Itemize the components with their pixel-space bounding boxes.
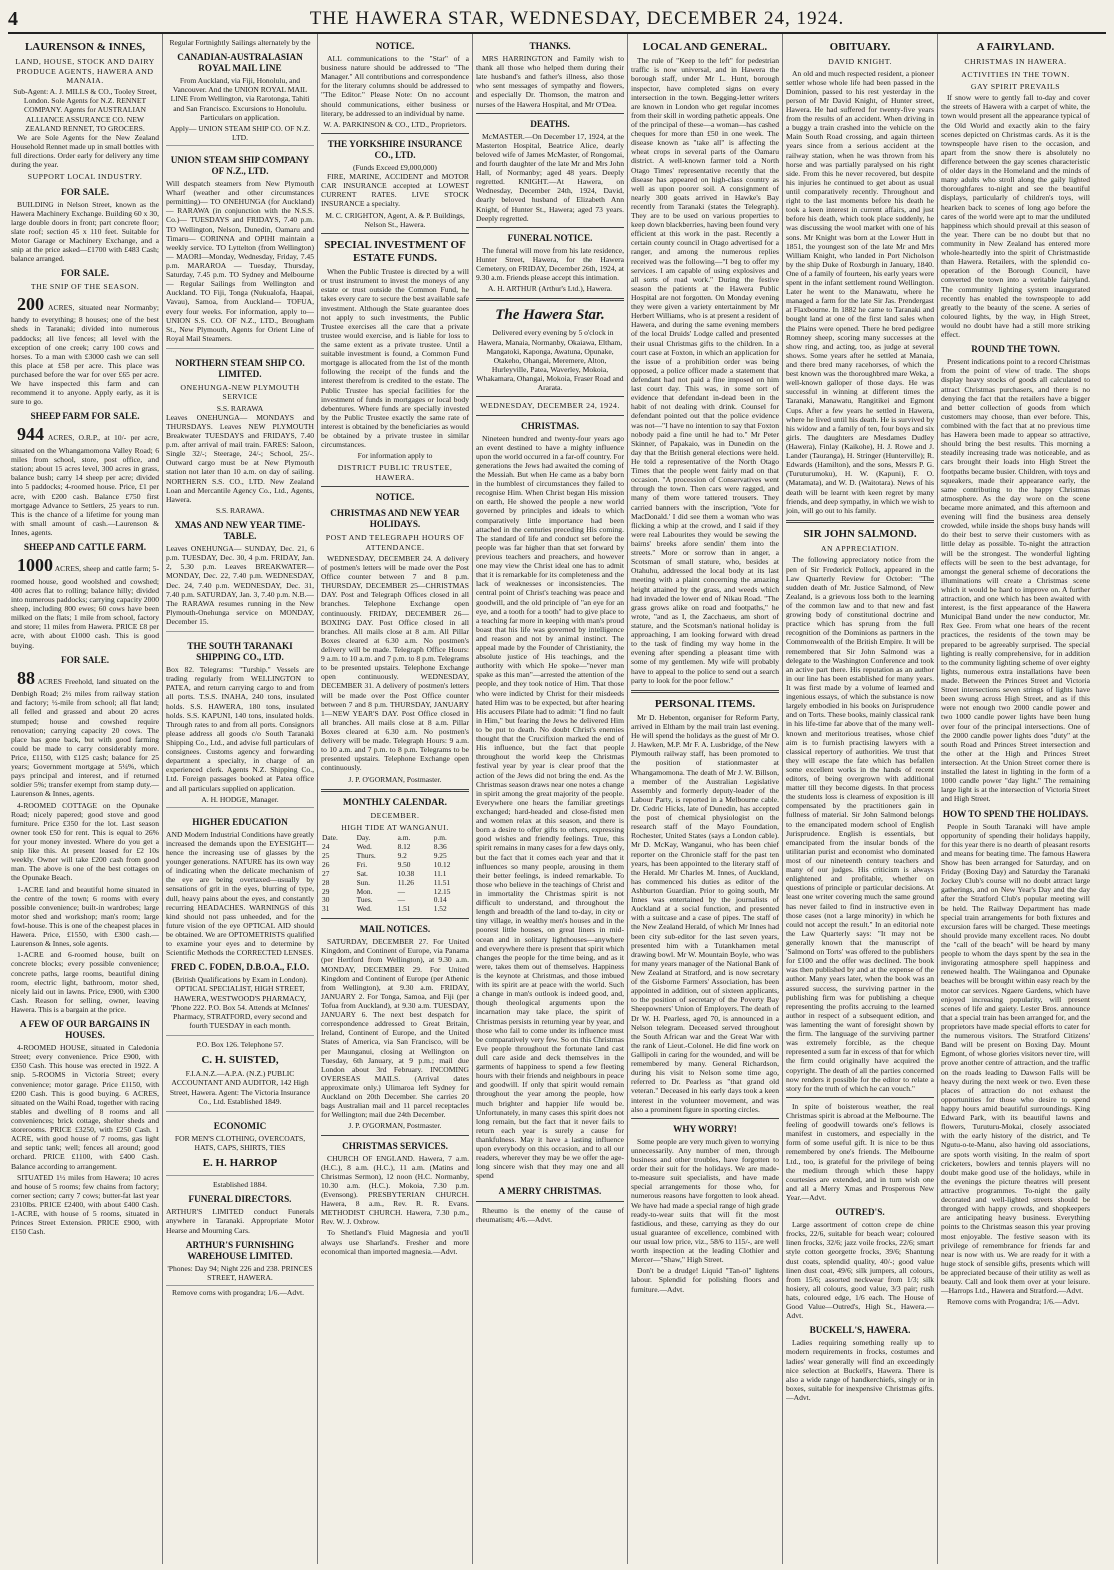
yorkshire-body: FIRE, MARINE, ACCIDENT and MOTOR CAR INSURANCE accepted at LOWEST CURRENT RATES. LIVE STOCK INSURANCE a specialty. [321, 172, 469, 209]
for-sale-heading: FOR SALE. [61, 186, 109, 197]
dateline: WEDNESDAY, DECEMBER 24, 1924. [480, 401, 620, 411]
mail-title: MAIL NOTICES. [359, 924, 431, 935]
thanks-body: MRS HARRINGTON and Family wish to thank all those who helped them during their late husband's and father's illness, also those who sent messages of sympathy and flowers, and especially Dr. Thomson, the matron and nurses of the Hawera Hospital, and Mr O'Dea. [476, 54, 624, 109]
christmas-editorial-body: Nineteen hundred and twenty-four years ago an event destined to have a mighty influence upon the world occurred in a far-off country. For generations the Jews had awaited the coming of the Messiah. But when He came as a baby born in the humblest of circumstances they failed to recognise Him. When Christ began His mission on earth, He showed the people a new world governed by principles and ideals to which comparatively little importance had been attached in the centuries preceding His coming. The standard of life and conduct set before the people was far higher than that set forward by previous teachers and preachers, and however one may view the Christ ideal one has to admit that it is remarkable for its completeness and the lack of weaknesses or inconsistencies. The central point of Christ's teaching was peace and goodwill, and the old principle of "an eye for an eye, and a tooth for a tooth" had to give place to a teaching far more in keeping with man's proud boast that his life was governed by intelligence and reason and not by animal instinct. The appeal made by the Founder of Christianity, the absolute justice of His teachings, and the authority with which He spoke—"never man spake as this man"—arrested the attention of the people, and they took notice of Him. That those who were indicted by Christ for their misdeeds hated Him was to be expected, but after hearing His accusers Pilate had to admit: "I find no fault in Him," but fearing the Jews he delivered Him to be put to death. No doubt Christ's enemies thought that the Crucifixion marked the end of His influence, but the fact that people throughout the world keep the Christmas festival year by year is clear proof that the action of the Jews did not bring the end. As the Christmas season draws near one notes a change in spirit among the great majority of the people. Everywhere one hears the familiar greetings exchanged; hard-headed and close-fisted men and women relax at this season, and there is born a desire to offer gifts to others, expressing good wishes and friendly feelings. True, this spirit remains in many cases for a few days only, but the fact that it comes each year and that it influences so many people, arousing in them their better feelings, is indeed remarkable. To those who believe in the teachings of Christ and in immortality the Christmas spirit is not difficult to understand, and throughout the length and breadth of the land to-day, in city or tiny village, in wealthy men's houses and in the poorest little houses, on great liners in mid-ocean and in solitary lighthouses—anywhere and everywhere there is present that spirit which changes the people for the time being, and as it were, takes them out of themselves. Happiness is the keynote at Christmas, and those imbued with its spirit are at peace with the world. Such a change in man's outlook is indeed good, and, though theological arguments upon the incarnation may take place, the spirit of Christmas persists in returning year by year, and those who fail to come under its influence must be comparatively very few. So on this Christmas Eve people throughout the fortunate land cast dull care aside and deck themselves in the garments of happiness to spend a few fleeting hours with their friends and neighbours in peace and goodwill. If only that spirit would remain throughout the year among the people, how much brighter and happier life would be. Unfortunately, in many cases this spirit does not long remain, but the fact that it never fails to return each year is surely a cause for thankfulness. May it have a lasting influence upon everybody on this occasion, and to all our readers, wherever they may be we offer the age-long sincere wish that they may one and all spend [476, 433, 624, 1181]
divider [786, 1097, 934, 1098]
funeral-notice-sign: A. H. ARTHUR (Arthur's Ltd.), Hawera. [487, 284, 613, 294]
funeral-notice-title: FUNERAL NOTICE. [507, 232, 593, 243]
tide-cell: 28 [322, 877, 330, 887]
harrop-body: FOR MEN'S CLOTHING, OVERCOATS, HATS, CAPS, SHIRTS, TIES [174, 1133, 306, 1152]
northern-sub: ONEHUNGA-NEW PLYMOUTH SERVICE [180, 383, 300, 402]
support-heading: SUPPORT LOCAL INDUSTRY. [27, 172, 143, 182]
northern-ship: S.S. RARAWA [216, 403, 264, 413]
holidays-body: People in South Taranaki will have ample opportunity of spending their holidays happily, for this year there is no dearth of pleasant resorts and means for beating time. The famous Hawera Show has been arranged for Saturday, and on Friday (Boxing Day) and Saturday the Taranaki Jockey Club's course will no doubt attract large gatherings, and on New Year's Day and the day after the Stratford Club's popular meeting will be held. The Railway Department has made special train arrangements for both fixtures and excursion fares will be charged. These meetings should provide many excellent races. No doubt the "call of the beach" will be heard by many people to whom the days spent by the sea in the invigorating atmosphere spell happiness and renewed health. The Waiinganoa and Opunake beaches will be brought within easy reach by the motor car services. Ngaere Gardens, which have enjoyed increasing popularity, will present scenes of life and gaiety. Lester Bros. announce that a special train has been arranged for, and the proprietors have made special efforts to cater for the numerous visitors. The Stratford Citizens' Band will be present on Boxing Day. Mount Egmont, of whose glories visitors never tire, will prove another centre of attraction, and the traffic on the roads leading to Dawson Falls will be heavy during the next week or two. Even these places of attraction do not exhaust the opportunities for those who desire to spend happy hours amid beautiful surroundings. King Edward Park, with its beautiful lawns and flowers, Turuturu-Mokai, closely associated with the early history of the district, and Te Ngutu-o-te-Manu, also having old associations, are spots worth visiting. In the realm of sport cricketers, bowlers and tennis players will no doubt make good use of the holidays, while in the evenings the picture theatres will present attractive programmes. To-night the gaily decorated and well-lighted streets should be thronged with happy crowds, and shopkeepers are anticipating heavy business. Everything points to the Christmas season this year proving most enjoyable. The festive season with its privilege of remembrance for friends far and near is now with us. We are ready for it with a huge stock of sensible gifts, presents which will be appreciated because of their utility as well as beauty. Call and look them over at your leisure.—Harrops Ltd., Hawera and Stratford.—Advt. [941, 821, 1090, 1296]
tide-cell: 10.12 [433, 859, 451, 869]
fairyland-sub-1: CHRISTMAS IN HAWERA. [964, 57, 1067, 67]
tide-cell: 29 [322, 886, 330, 896]
tide-cell: — [397, 886, 405, 896]
newspaper-title: THE HAWERA STAR, WEDNESDAY, DECEMBER 24, 1924. [309, 8, 845, 29]
canadian-line-ad [166, 36, 314, 146]
funeral-estab: Established 1884. [213, 1180, 267, 1190]
south-taranaki-title: THE SOUTH TARANAKI SHIPPING CO., LTD. [187, 641, 293, 663]
local-general-body: The rule of "Keep to the left" for pedestrian traffic is now universal, and in Hawera the borough staff, under Mr L. Hunt, borough inspector, have completed signs on every intersection in the town. Begging-letter writers are known in London who get regular incomes from their skill in wording pathetic appeals. One of the principal of these—a woman—has cashed cheques for more than £50 in one week. The disease known as "take all" is affecting the wheat crops in several parts of the Oamaru district. A well-known farmer told a North Otago Times' representative recently that the disease has appeared on high-class country as well as upon poorer soil. A consignment of nearly 300 goats arrived in Hawke's Bay recently from Taranaki (states the Telegraph). They are to be used on various properties to keep down blackberries, having been found very efficient at this work in the past. Recently a certain county council in Otago advertised for a ranger, and among the numerous replies received was the following—"I beg to offer my services. I am capable of using explosives and all sorts of road work." During the festive season the patients at the Hawera Public Hospital are not forgotten. On Monday evening they were given a variety entertainment by Mr Herbert Williams, who is at present a resident of Hawera, and during the same evening members of the local Druids' Lodge called and presented their usual Christmas gifts to the children. In a court case at Foxton, in which an application for the issue of a prohibition order was being opposed, a police officer made a statement that defendant had not paid a fine imposed on him last court day. This was, in some sort of evidence that defendant in-dead been in the habit of not dealing with drink. Counsel for defendant pointed out that the police evidence was not—"I have no intention to say that Foxton nobody paid a fine until he had to." Mr Peter Skinner, of Papakaio, was in Dunedin on the day that the British general elections were held. He told a representative of the North Otago Times that the people went fairly mad on that occasion. "A procession of Conservatives went through the town. Then cars were ragged, and many of them wore tattered trousers. They carried banners with the inscription, 'Vote for MacDonald.' I did see them a woman who was flicking a whip at the crowd, and I said if they were real Labourites they would be sewing the bairns' breeks afore sendin' them into the streets." More or sorrow than in anger, a Scotsman of small stature, who, besides at Otahuhu, addressed the local body at its last meeting with a plaint concerning the amazing height attained by the grass, and weeds which had invaded the lower end of Nikau Road. "The grass grows alike on road and footpaths," he wrote, "and as I, the Zacchaeus, am short of stature, and the Scotsman's national holiday is approaching, I am looking forward with dread to the task of finding my way home in the evening after spending a pleasant time with some of my gentlemen. My wife will probably have to appeal to the police to send out a search party to look for the poor fellow." [631, 56, 779, 685]
union-body: Will despatch steamers from New Plymouth Wharf (weather and other circumstances permitting)— TO ONEHUNGA (for Auckland)— RARAWA (in conjunction with the N.S.S. Co.)— TUESDAYS and FRIDAYS, 7.40 p.m. TO Wellington, Nelson, Dunedin, Oamaru and Timaru— CORINNA and OPIHI maintain a weekly service. TO Lyttelton (from Wellington)— MAORI—Monday, Wednesday, Friday, 7.45 p.m. MARAROA — Tuesday, Thursday, Saturday, 7.45 p.m. TO Sydney and Melbourne— Regular Sailings from Wellington and Auckland. TO Fiji, Tonga (Nukualofa, Haapai, Vavau), Samoa, from Auckland— TOFUA, every four weeks. For information, apply to— UNION S.S. CO. OF N.Z., LTD., Brougham St., New Plymouth, Agents for Orient Line of Royal Mail Steamers. [166, 179, 314, 343]
tide-header-cell: a.m. [397, 833, 411, 843]
notice-body: ALL communications to the "Star" of a business nature should be addressed to "The Manager." All contributions and correspondence for the literary columns should be addressed to "The Editor." Please Note: On no account should communications, either business or literary, be addressed to an individual by name. [321, 54, 469, 118]
harrop-top: ECONOMIC [213, 1120, 267, 1131]
ad1-name: CANADIAN-AUSTRALASIAN ROYAL MAIL LINE [177, 52, 303, 74]
tanol-advt: Don't be a drudge! Liquid "Tan-ol" lightens labour. Splendid for polishing floors and furniture.—Advt. [631, 1266, 779, 1294]
tide-cell: 8.36 [433, 842, 447, 852]
harrop-ad [166, 1114, 314, 1176]
divider [321, 133, 469, 134]
divider [476, 227, 624, 228]
tide-cell: 24 [322, 842, 330, 852]
for-sale-heading-2: FOR SALE. [61, 268, 109, 279]
post-sign: J. P. O'GORMAN, Postmaster. [348, 774, 442, 784]
union-steam-ad [166, 148, 314, 349]
tide-cell: 11.51 [433, 877, 451, 887]
firm-sub: LAND, HOUSE, STOCK AND DAIRY PRODUCE AGENTS, HAWERA AND MANAIA. [15, 57, 155, 85]
farm-200-para: ACRES, situated near Normanby; handy to everything; 8 houses; one of the best sheds in Taranaki; divided into numerous paddocks; all live fences; all level with the exception of one creek; carry 100 cows and horses. To a man with £3000 cash we can sell this place at £58 per acre. This place was purchased before the war for over £65 per acre. We have inspected this farm and can recommend it to anyone. Apply early, as it is sure to go. [11, 302, 160, 407]
northern-body: Leaves ONEHUNGA— MONDAYS and THURSDAYS. Leaves NEW PLYMOUTH Breakwater TUESDAYS and FRIDAYS, 7.40 p.m. after arrival of mail train. FARES: Saloon, Single 32/-; Steerage, 24/-; School, 25/-. Outward cargo must be at New Plymouth station not later than 10 a.m. on day of sailing. NORTHERN S.S. CO., LTD. New Zealand Loan and Mercantile Agency Co., Ltd., Agents, Hawera. [166, 412, 314, 504]
divider [631, 690, 779, 693]
divider [321, 789, 469, 792]
funeral-notice-body: The funeral will move from his late residence, Hunter Street, Hawera, for the Hawera Cemetery, on FRIDAY, December 26th, 1924, at 9.30 a.m. Friends please accept this intimation. [476, 245, 624, 283]
foden-body: (British Qualifications by Exam in London). OPTICAL SPECIALIST, HIGH STREET, HAWERA, WESTWOOD'S PHARMACY, 'Phone 222. P.O. Box 54. Attends at McInnes' Pharmacy, STRATFORD, every second and fourth TUESDAY in each month. [170, 975, 310, 1030]
tide-cell: 8.12 [397, 842, 411, 852]
tide-cell: Fri. [356, 859, 368, 869]
northern-title: NORTHERN STEAM SHIP CO. LIMITED. [175, 357, 305, 379]
ad1-body: From Auckland, via Fiji, Honolulu, and Vancouver. And the UNION ROYAL MAIL LINE From Wellington, via Rarotonga, Tahiti and San Francisco. Excursions to Honolulu. Particulars on application. [170, 76, 310, 122]
tide-cell: 26 [322, 859, 330, 869]
tide-cell: 9.2 [397, 851, 407, 861]
rheumo-advt: Rheumo is the enemy of the cause of rheumatism; 4/6.—Advt. [476, 1205, 624, 1224]
yorkshire-agent: M. C. CRIGHTON, Agent, A. & P. Buildings, Nelson St., Hawera. [325, 210, 465, 229]
farm-1000-number: 1000 [17, 555, 53, 576]
divider [476, 1201, 624, 1202]
corns-advt: Remove corns with progandra; 1/6.—Advt. [172, 1287, 305, 1297]
why-worry-body: Some people are very much given to worrying unnecessarily. Any number of men, through business and other troubles, have forgotten to order their suit for the holidays. We are made-to-measure suit specialists, and have made special arrangements for those who, for numerous reasons have forgotten to look ahead. We have had made a special range of high grade ready-to-wear suits that will fit the most fastidious, and these, carrying as they do our usual guarantee of excellence, combined with our usual low price, viz., 58/6 to 115/-, are well worth inspection at the leading Clothier and Mercer—"Shaw," High Street. [631, 1136, 779, 1265]
divider [476, 415, 624, 416]
suisted-top: P.O. Box 126. Telephone 57. [196, 1040, 284, 1050]
tide-cell: Wed. [356, 842, 372, 852]
special-investment-body: When the Public Trustee is directed by a will or trust instrument to invest the moneys of any estate or trust outside the Common Fund, he takes every care to secure the best available safe investment. Although the State guarantee does not apply to such investments, the Public Trustee exercises all the care that a private trustee would exercise, and is liable for loss to the same extent as a private trustee. Until a suitable investment is found, a Common Fund mortgage is allocated from the 1st of the month following the receipt of the funds and the interest therefrom is credited to the estate. The Public Trustee has special facilities for the investment of funds in mortgages or local body debentures. Where funds are specially invested by the Public Trustee exactly the same rate of interest is obtained by the beneficiaries as would be obtained by a private trustee in similar circumstances. [321, 267, 469, 450]
tide-header-cell: Day. [356, 833, 371, 843]
obituary-name: DAVID KNIGHT. [828, 57, 892, 67]
sheep-farm-heading: SHEEP FARM FOR SALE. [30, 411, 140, 422]
ad1-apply: Apply— UNION STEAM SHIP CO. OF N.Z. LTD. [169, 123, 311, 142]
church-body: CHURCH OF ENGLAND. Hawera, 7 a.m. (H.C.), 8 a.m. (H.C.), 11 a.m. (Matins and Christmas Sermon), 12 noon (H.C. Normanby, 10.30 a.m. (H.C.). Mokoia, 7.30 p.m. (Evensong). PRESBYTERIAN CHURCH. Hawera, 8 a.m., Rev. R. R. Evans. METHODIST CHURCH. Hawera, 7.30 p.m., Rev. W. J. Oxbrow. [321, 1153, 469, 1227]
obituary-body: An old and much respected resident, a pioneer settler whose whole life had been passed in the Dominion, passed to his rest yesterday in the person of Mr David Knight, of Hunter street, Hawera. He had suffered for twenty-five years from the results of an accident. When driving in a buggy a train crashed into the vehicle on the Main South Road crossing, and again thirteen years since from a serious accident at the railway station, when he was thrown from his horse and was partially paralysed on his right side. From this he never recovered, but despite his injuries he continued to get about as usual until comparatively recently. Throughout and right to the last moments before his death he took a keen interest in current affairs, and just before his death, which took place suddenly, he was discussing the wool market with one of his sons. Mr Knight was born at the Lower Hutt in 1851, the youngest son of the late Mr and Mrs William Knight, who landed in Port Nicholson by the ship Duke of Roxburgh in January, 1840. One of a family of fourteen, his early years were spent in the infant settlement round Wellington. Later he went to the Manawatu, where he managed a farm for the late Sir Jas. Prendergast at Flaxbourne. In 1882 he came to Taranaki and bought land at one of the first land sales when the Plains were opened. There he bred pedigree Romney sheep, scoring many successes at the show ring, and acting, too, as judge at several shows. Some years after he settled at Manaia, and there bred many racehorses, of which the best known was the thoroughbred mare Weka, a well-known galloper of those days. He was successful in winning at different times the Taranaki, Manawatu, Rangitikei and Egmont Cups. After a few years he settled in Hawera, where he lived until his death. He is survived by his widow and a family of ten, four boys and six girls. The daughters are Mesdames Dudley (Hawera), Finlay (Kaikohe), H. J. Rowe and J. Lander (Tauranga), H. Stringer (Hunterville); R. Edwards (Hamilton), and the sons, Messrs P. G. (Turuturumoku), H. W. (Kapuni), F. O. (Matamata), and W. D. (Waitotara). News of his death will be learnt with keen regret by many friends, and deep sympathy, in which we wish to join, will go out to his family. [786, 68, 934, 515]
special-info: For information apply to [357, 451, 433, 461]
tide-cell: 27 [322, 868, 330, 878]
masthead [8, 6, 1106, 34]
notice-sign: W. A. PARKINSON & CO., LTD., Proprietors. [323, 119, 467, 129]
tide-cell: Wed. [356, 904, 372, 914]
outreds-body: Large assortment of cotton crepe de chine frocks, 22/6, suitable for beach wear; coloured linen frocks, 32/6; jazz voile frocks, 22/6; smart style cotton georgette frocks, 39/6; Shantung dust coats, splendid quality, 40/-; good value linen dust coat, 49/6; silk jumpers, all colours, from 15/6; assorted neckwear from 1/3; silk hosiery, all colours, good value, 3/3 pair; rush hats, coloured edge, 1/6 each. The House of Good Value—Outred's, High St., Hawera.—Advt. [786, 1220, 934, 1321]
south-taranaki-body: Box 82. Telegrams: "Turship." Vessels are trading regularly from WELLINGTON to PATEA, and return carrying cargo to and from all ports. T.S.S. INAHA, 240 tons, insulated holds. S.S. HAWERA, 180 tons, insulated holds. S.S. KAPUNI, 140 tons, insulated holds. Through rates to and from all ports. Consignors please address all goods c/o South Taranaki Shipping Co., Ltd., and advise full particulars of consignees. Customs agency and forwarding department a specialty, in charge of an experienced clerk. Agents N.Z. Shipping Co., Ltd. Foreign passages booked at Patea office and all particulars supplied on application. [166, 665, 314, 793]
tide-cell: — [397, 895, 405, 905]
ad1-head: Regular Fortnightly Sailings alternately by the [169, 38, 311, 47]
suisted-ad [166, 1038, 314, 1112]
suisted-title: C. H. SUISTED, [201, 1054, 279, 1067]
funeral-house: ARTHUR'S FURNISHING WAREHOUSE LIMITED. [185, 1239, 295, 1261]
tide-cell: Thurs. [356, 851, 376, 861]
post-holidays-sub: POST AND TELEGRAPH HOURS OF ATTENDANCE. [325, 533, 465, 552]
fairyland-sub-3: GAY SPIRIT PREVAILS [970, 81, 1061, 91]
funeral-directors-body: ARTHUR'S LIMITED conduct Funerals anywhere in Taranaki. Appropriate Motor Hearse and Mourning Cars. [166, 1207, 314, 1235]
divider [476, 396, 624, 397]
tide-cell: Sun. [356, 877, 370, 887]
tide-body [321, 843, 469, 914]
notice-title: NOTICE. [375, 41, 415, 51]
tide-cell: 11.1 [433, 868, 447, 878]
buckells-title: BUCKELL'S, HAWERA. [809, 1325, 911, 1336]
cottage-para: 4-ROOMED COTTAGE on the Opunake Road; nicely papered; good stove and good furniture. Price £350 for the lot. Last season owner took £50 for rent. This is equal to 26% for your money invested. Where do you get a snip like this. At present leased for £2 10s weekly. Owner will take £200 cash from good man. The above is one of the best cottages on the Opunake Beach. [11, 800, 159, 883]
divider [321, 1135, 469, 1136]
tide-cell: 25 [322, 851, 330, 861]
tide-header-cell: Date. [322, 833, 338, 843]
salmond-title: SIR JOHN SALMOND. [803, 527, 917, 540]
why-worry-title: WHY WORRY! [673, 1123, 737, 1134]
farm-200-number: 200 [17, 293, 44, 314]
tide-cell: 10.38 [397, 868, 415, 878]
personal-items-title: PERSONAL ITEMS. [654, 697, 756, 710]
building-para: BUILDING in Nelson Street, known as the Hawera Machinery Exchange. Building 60 x 30, large double doors in front; part concrete floor; slate roof; section 45 x 110 feet. Suitable for Motor Garage or Machinery Exchange, and a snip at the price asked—£1700 with £483 Cash; balance arranged. [11, 199, 159, 264]
tide-header-cell: p.m. [433, 833, 447, 843]
salmond-sub: AN APPRECIATION. [820, 544, 900, 554]
situated-para: SITUATED 1½ miles from Hawera; 10 acres and house of 5 rooms; few chains from factory; corner section; carry 7 cows; butter-fat last year 2310lbs. PRICE £2400, with about £400 Cash. 1-ACRE, with house of 5 rooms, situated in Princes Street Extension. PRICE £900, with £150 Cash. [11, 1172, 159, 1237]
page-number: 4 [8, 7, 18, 30]
funeral-directors-title: FUNERAL DIRECTORS. [188, 1194, 292, 1205]
mail-body: SATURDAY, DECEMBER 27. For United Kingdom, and Continent of Europe, via Panama (per Hertford from Wellington), at 9.30 a.m. MONDAY, DECEMBER 29. For United Kingdom and Continent of Europe (per Athenic from Wellington), at 9.30 a.m. FRIDAY, JANUARY 2. For Tonga, Samoa, and Fiji (per Tofua from Auckland), at 9.30 a.m. TUESDAY, JANUARY 6. The next best despatch for correspondence addressed to Great Britain, Ireland, Continent of Europe, and the United States of America, via San Francisco, will be per Maunganui, closing at Wellington on Tuesday, 6th January, at 9 p.m.; mail due London about 3rd February. INCOMING OVERSEAS MAILS. (Arrival dates approximate only.) Ulimaroa left Sydney for Auckland on 20th December. She carries 20 bags Australian mail and 11 parcel receptacles for Wellington; mail due 24th December. [321, 937, 469, 1120]
divider [631, 1118, 779, 1119]
tide-cell: 9.50 [397, 859, 411, 869]
divider [476, 113, 624, 114]
acre-1-para: 1-ACRE land and beautiful home situated in the centre of the town; 6 rooms with every possible convenience; built-in wardrobes; large motor shed and workshop; man's room; large fowl-house. This is one of the cheapest places in Hawera. Price, £1550, with £300 cash.—Laurenson & Innes, sole agents. [11, 884, 159, 949]
tide-cell: 1.51 [397, 904, 411, 914]
outreds-title: OUTRED'S. [835, 1207, 885, 1218]
post-holidays-body: WEDNESDAY, DECEMBER 24. A delivery of postmen's letters will be made over the Post Office counter between 7 and 8 p.m. THURSDAY, DECEMBER 25—CHRISTMAS DAY. Post and Telegraph Offices closed in all branches. Telephone Exchange open continuously. FRIDAY, DECEMBER 26—BOXING DAY. Post Office closed in all branches. All mails close at 8 a.m. All Pillar Boxes cleared at 6.30 a.m. No postmen's delivery will be made. Telegraph Office Hours: 9 a.m. to 10 a.m. and 7 p.m. to 8 p.m. Telegrams to be presented upstairs. Telephone Exchange open continuously. WEDNESDAY, DECEMBER 31. A delivery of postmen's letters will be made over the Post Office counter between 7 and 8 p.m. THURSDAY, JANUARY 1—NEW YEAR'S DAY. Post Office closed in all branches. All mails close at 8 a.m. Pillar Boxes cleared at 6.30 a.m. No postmen's delivery will be made. Telegraph Hours: 9 a.m. to 10 a.m. and 7 p.m. to 8 p.m. Telegrams to be presented upstairs. Telephone Exchange open continuously. [321, 553, 469, 773]
special-investment-title: SPECIAL INVESTMENT OF ESTATE FUNDS. [324, 238, 466, 264]
tide-cell: Sat. [356, 868, 368, 878]
divider [321, 918, 469, 919]
xmas-timetable-body: Leaves ONEHUNGA— SUNDAY, Dec. 21, 6 p.m. TUESDAY, Dec. 30, 4 p.m. FRIDAY, Jan. 2, 5.30 p.m. Leaves BREAKWATER— MONDAY, Dec. 22, 7.40 p.m. WEDNESDAY, Dec. 24, 7.40 p.m. WEDNESDAY, Dec. 31, 7.40 p.m. SATURDAY, Jan. 3, 7.40 p.m. N.B.—The RARAWA resumes running in the New Plymouth-Onehunga service on MONDAY, December 15. [166, 544, 314, 626]
south-taranaki-ad [166, 634, 314, 808]
higher-education-title: HIGHER EDUCATION [192, 816, 288, 827]
tide-cell: 9.25 [433, 851, 447, 861]
column-4 [473, 34, 628, 1564]
tide-cell: 31 [322, 904, 330, 914]
local-general-title: LOCAL AND GENERAL. [642, 41, 768, 53]
deaths-body: McMASTER.—On December 17, 1924, at the Masterton Hospital, Beatrice Alice, dearly beloved wife of James McMaster, of Rongomai, and fourth daughter of the late Mr and Mrs John Hall, of Normanby; aged 48 years. Deeply regretted. KNIGHT.—At Hawera, on Wednesday, December 24th, 1924, David, dearly beloved husband of Elizabeth Ann Knight, of Hunter St., Hawera; aged 73 years. Deeply regretted. [476, 131, 624, 223]
calendar-month: DECEMBER. [370, 810, 420, 820]
flag-sub: Delivered every evening by 5 o'clock in Hawera, Manaia, Normanby, Okaiawa, Eltham, Mangatoki, Kaponga, Awatuna, Opunake, Otakeho, Ohangai, Meremere, Alton, Hurleyville, Patea, Waverley, Mokoia, Whakamara, Ohangai, Mokoia, Fraser Road and Ararata. [476, 328, 624, 393]
bargains-heading: A FEW OF OUR BARGAINS IN HOUSES. [20, 1019, 150, 1041]
farm-88-para: ACRES Freehold, land situated on the Denbigh Road; 2½ miles from railway station and factory; ½-mile from school; all flat land; all felled and grassed and about 20 acres stumped; house and cowshed require renovation; carrying capacity 20 cows. The place has gone back, but with good farming could be made to carry considerably more. Price, £1150, with £125 cash; balance for 25 years; Government mortgage at 5¼%, which pays principal and interest, and if returned soldier 5%; transfer exempt from stamp duty.—Laurenson & Innes, agents. [11, 676, 159, 799]
union-title: UNION STEAM SHIP COMPANY OF N.Z., LTD. [170, 154, 310, 176]
holidays-title: HOW TO SPEND THE HOLIDAYS. [942, 808, 1089, 819]
corns-advt-2: Remove corns with Progandra; 1/6.—Advt. [947, 1297, 1080, 1307]
obituary-title: OBITUARY. [829, 41, 891, 53]
rennet-para: We are Sole Agents for the New Zealand Household Rennet made up in small bottles with full directions. Order early for delivery any time during the year. [11, 132, 159, 170]
church-advt: To Shetland's Fluid Magnesia and you'll always use Sharland's. Fresher and more economical than imported magnesia.—Advt. [321, 1228, 469, 1256]
agent-line: Sub-Agent: A. J. MILLS & CO., Tooley Street, London. Sole Agents for N.Z. RENNET COMPANY. Agents for AUSTRALIAN ALLIANCE ASSURANCE CO. NEW ZEALAND RENNET, TO GROCERS. [13, 87, 157, 133]
post-holidays-title: CHRISTMAS AND NEW YEAR HOLIDAYS. [330, 508, 460, 530]
tide-row [321, 905, 469, 914]
divider [786, 520, 934, 523]
tide-cell: Mon. [356, 886, 373, 896]
columns [8, 34, 1106, 1564]
divider [321, 486, 469, 487]
for-sale-heading-3: FOR SALE. [61, 654, 109, 665]
divider [321, 233, 469, 234]
northern-ship-2: S.S. RARAWA. [215, 505, 265, 515]
column-2 [163, 34, 318, 1564]
foden-title: FRED C. FODEN, D.B.O.A., F.I.O. [171, 962, 309, 973]
optical-ad [166, 810, 314, 1036]
farm-88-number: 88 [17, 667, 35, 688]
tide-row [321, 861, 469, 870]
higher-education-body: AND Modern Industrial Conditions have greatly increased the demands upon the EYESIGHT—hence the increasing use of glasses by the younger generations. NATURE has its own way of indicating when the delicate mechanism of the eye are being overtaxed—usually by sensations of grit in the eyes, blurring of type, dull, heavy pains about the eyes, and constantly recurring HEADACHES. WARNINGS of this kind should not pass unheeded, and for the future vision of the eye OPTICAL AID should be obtained. We are OPTOMETRISTS qualified to examine your eyes and to determine by Scientific Methods the CORRECTED LENSES. [166, 829, 314, 958]
snip-heading: THE SNIP OF THE SEASON. [30, 282, 140, 292]
tide-cell: 1.52 [433, 904, 447, 914]
column-5 [628, 34, 783, 1564]
column-1 [8, 34, 163, 1564]
farm-1000-para: ACRES, sheep and cattle farm; 5-roomed house, good woolshed and cowshed; 400 acres flat to rolling; balance hilly; divided into numerous paddocks; carrying capacity 2000 sheep, including 800 ewes; 60 cows have been milked on the flats; 1 mile from school, factory and store; 11 miles from Hawera. PRICE £8 per acre, with about £1000 cash. This is good buying. [11, 564, 159, 650]
firm-name: LAURENSON & INNES, [24, 41, 146, 53]
northern-steam-ad [166, 351, 314, 632]
notice-2-title: NOTICE. [375, 492, 415, 503]
newspaper-flag: The Hawera Star. [495, 307, 605, 324]
mail-sign: J. P. O'GORMAN, Postmaster. [348, 1121, 442, 1131]
melbourne-advt: In spite of boisterous weather, the real Christmas spirit is abroad at the Melbourne. The feeling of goodwill towards one's fellows is manifest in customers, and especially in the form of some useful gift. It is nice to be thus remembered by one's friends. The Melbourne Ltd., too, is grateful for the privilege of being the medium through which these happy courtesies are extended, and in turn wish one and all a Merry Xmas and Prosperous New Year.—Advt. [786, 1101, 934, 1202]
tide-cell: 0.14 [433, 895, 447, 905]
south-taranaki-sign: A. H. HODGE, Manager. [201, 794, 279, 804]
round-town-body: Present indications point to a record Christmas from the point of view of trade. The shops display heavy stocks of goods all calculated to attract Christmas purchasers, and there is no denying the fact that the retailers have a bigger and better collection of goods from which customers may choose, than ever before. This, combined with the fact that at no previous time has Hawera been made to appear so attractive, should bring the best results. This morning a steadily increasing trade was noticeable, and as cars brought their loads into High Street the footpaths became busier. Children, with toys and squeakers, made their appearance early, the same contributing to the happy Christmas atmosphere. As the day wore on the scene became more animated, and this afternoon and evening will find the business area densely crowded, while inside the shops busy hands will do their best to serve their customers with as little delay as possible. To-night the attraction will be the strongest. The wonderful lighting effects will be seen to the best advantage, for amongst the general scheme of decorations the illuminations will create a Christmas scene which it would be hard to improve on. A further attraction, and one which has been awaited with interest, is the first appearance of the Hawera Municipal Band under the new conductor, Mr. Rex Gee. From what one hears of the recent practices, the residents of the town may be prepared to be agreeably surprised. The special lighting is really comprehensive, for in addition to the community lighting scheme of over eighty lights, numerous extra installations have been made. Between the Princes Street and Victoria Street intersections seven strings of lights have been swung across High Street, and as if this were not enough two 2000 candle power and two 1000 candle power lights have been hung over four of the principal intersections. One of the 2000 candle power lights does "duty" at the south Road and Princes Street intersection and the other at the High and Princes Street intersection. At the Union Street corner there is installed the latest in lighting in the form of a 1000 candle power "day light." The remaining large light is at the intersection of Victoria Street and High Street. [941, 357, 1090, 804]
tide-cell: 12.15 [433, 886, 451, 896]
merry-christmas: A MERRY CHRISTMAS. [498, 1185, 602, 1196]
tide-cell: 11.26 [397, 877, 414, 887]
buckells-body: Ladies requiring something really up to modern requirements in frocks, costumes and ladies' wear generally will find an exceedingly nice selection at Buckell's, Hawera. There is also a wide range of handkerchiefs, singly or in boxes, suitable for inexpensive Christmas gifts.—Advt. [786, 1338, 934, 1402]
harrop-name: E. H. HARROP [202, 1157, 278, 1170]
acre-2-para: 1-ACRE and 6-roomed house, built on concrete blocks; every possible convenience; concrete paths, large rooms, beautiful dining room, electric light, bathroom, motor shed, nicely laid out in lawns. Price, £900, with £300 Cash. Reason for selling, owner, leaving Hawera. This is a bargain at the price. [11, 950, 159, 1014]
cattle-farm-heading: SHEEP AND CATTLE FARM. [23, 542, 147, 553]
round-town-title: ROUND THE TOWN. [971, 344, 1060, 355]
divider [476, 298, 624, 301]
fairyland-body: If snow were to gently fall to-day and cover the streets of Hawera with a carpet of white, the town would present all the appearance typical of the Old World and exactly akin to the fairy scenes depicted on Christmas cards. As it is the townspeople have risen to the occasion, and apart from the snow there is absolutely no difference between the gay scenes characteristic of older days in the Homeland and the minds of many adults who stroll along the gaily lighted thoroughfares to-night and see the beautiful displays, particularly of children's toys, will hearken back to scenes of long ago before the cares of the world were apt to mar the undiluted happiness which should prevail at this season of the year. There can be no doubt but that no community in New Zealand has entered more whole-heartedly into the spirit of Christmastide than Hawera. Retailers, with the splendid co-operation of the Borough Council, have converted the town into a veritable fairyland. The community lighting system inaugurated recently has enabled the townspeople to add greatly to the beauty of the scene. A series of coloured lights, by the way, in High Street, would no doubt have had a still more striking effect. [941, 93, 1090, 340]
farm-944-para: ACRES, O.R.P., at 10/- per acre, situated on the Whangamomona Valley Road; 6 miles from school, store, post office, and station; about 15 acres level, 300 acres in grass, balance bush; carry 14 sheep per acre; divided into 5 paddocks; 4-roomed house. Price, £1 per acre, with £200 cash. Balance £750 first mortgage Advance to Settlers, 25 years to run. This is the chance of a lifetime for young man with small amount of cash.—Laurenson & Innes, agents. [11, 433, 159, 538]
column-3 [318, 34, 473, 1564]
fairyland-title: A FAIRYLAND. [976, 41, 1055, 53]
funeral-ad [166, 1178, 314, 1286]
deaths-title: DEATHS. [530, 118, 570, 129]
yorkshire-title: THE YORKSHIRE INSURANCE CO., LTD. [327, 138, 463, 160]
salmond-body: The following appreciatory notice from the pen of Sir Frederick Pollock, appeared in the Law Quarterly Review for October: "The sudden death of Mr. Justice Salmond, of New Zealand, is a grievous loss both to the learning of the common law and to that new and fast growing body of constitutional doctrine and practice which has sprung from the full recognition of the Dominions as partners in the Commonwealth of the British Empire. It will be remembered that Sir John Salmond was a delegate to the Washington Conference and took an active part there. His reputation as an author in our line has been established for many years. It was first made by a volume of learned and ingenious essays, of which the substance is now largely embodied in his books on Jurisprudence and on Torts. These books, mainly classical rank in his life-time far above that of the many well-known and meritorious treatises, whose chief aim is to furnish practising lawyers with a classical repertory of authorities. We trust that they will escape the fate which has befallen some excellent works in the hands of recent editors, of being overgrown with additional matter till they become digests. In that process the students loss is clearness of exposition is ill compensated by the practitioners gain in fullness of material. Sir John Salmond belongs to the emancipated modern school of English Jurisprudence. English is essentials, but emancipated from the insular bonds of the utilitarian purist and economist who dominated most of our nineteenth century teachers and many of our judges. His criticism is always enlightened and profitable, whether on questions of principle or particular decisions. At least one writer covering much the same ground has never failed to find in instructive even in those cases (not a large minority) in which he could not accept the result." In an editorial note the Law Quarterly says: "It may not be generally known that the manuscript of 'Salmond on Torts' was offered to the publishers for £100 and the offer was declined. The book was then published by and at the expense of the author. Many years later, when the book was an assured success, the surviving partner in the publishing firm was for publishing a cheque representing the profits accruing to the learned author in respect of a subsequent edition, and was lamenting the want of foresight shown by the firm. The language of the surviving partner was extremely forcible, as the cheque represented a sum far in excess of that for which the firm could originally have acquired the copyright. The death of all the parties concerned now renders it possible for the editor to relate a story for the truth of which he can vouch." [786, 555, 934, 1093]
column-7 [938, 34, 1093, 1564]
special-sign: DISTRICT PUBLIC TRUSTEE, HAWERA. [337, 463, 453, 482]
xmas-timetable-title: XMAS AND NEW YEAR TIME-TABLE. [174, 520, 306, 542]
funeral-phone: 'Phones: Day 94; Night 226 and 238. PRINCES STREET, HAWERA. [167, 1263, 313, 1282]
column-6 [783, 34, 938, 1564]
tide-cell: 30 [322, 895, 330, 905]
houses-para: 4-ROOMED HOUSE, situated in Caledonia Street; every convenience. Price £900, with £350 Cash. This house was erected in 1922. A snip. 5-ROOMS in Victoria Street; every convenience; motor garage. Price £1150, with £200 Cash. This is good buying. 6 ACRES, situated on the Waihi Road, together with racing stables and dwelling of 8 rooms and all conveniences; brick cottage, shelter sheds and storerooms. PRICE £3250, with £250 Cash. 1 ACRE, with good house of 7 rooms, gas light and septic tank; well; fences all around; good orchard. PRICE £1100, with £400 Cash. Balance according to arrangement. [11, 1043, 159, 1171]
christmas-editorial-title: CHRISTMAS. [521, 420, 579, 431]
thanks-title: THANKS. [529, 41, 571, 51]
tide-title: HIGH TIDE AT WANGANUI. [341, 822, 449, 832]
tide-table [321, 834, 469, 914]
farm-944-number: 944 [17, 424, 44, 445]
calendar-title: MONTHLY CALENDAR. [343, 796, 447, 807]
personal-items-body: Mr D. Hebenton, organiser for Reform Party, arrived in Eltham by the mail train last evening. He will spend the holidays as the guest of Mr O. J. Hawken, M.P. Mr F. A. Lusbridge, of the New Plymouth railway staff, has been promoted to the position of stationmaster at Whangamomona. The death of Mr J. W. Billson, a member of the Australian Legislative Assembly and formerly deputy-leader of the Labour Party, is reported in a Melbourne cable. Dr. Cedric Hicks, late of Dunedin, has accepted the post of chemical physiologist on the research staff of the Mayo Foundation, Rochester, United States (says a London cable). Mr D. McKay, Wanganui, who has been chief reporter on the Chronicle staff for the past ten years, has been appointed to the literary staff of the Herald. Mr Charles M. Innes, of Auckland, has commenced his duties as editor of the Ashburton Guardian. Prior to going south, Mr Innes was entertained by the journalists of Auckland at a social function, and presented with a suitcase and a case of pipes. The staff of the New Zealand Herald, of which Mr Innes had been city sub-editor for the last seven years, presented him with a Tutankhamen metal drawing bowl. Mr W. Mountain Boyle, who was for many years manager of the National Bank of New Zealand at Stratford, and is now secretary of the Gisborne Farmers' Association, has been appointed in addition, out of sixteen applicants, to the position of secretary of the Poverty Bay Sheepowners' Union of Employers. The death of Dr W. H. Pearless, aged 70, is announced in a Nelson telegram. Deceased served throughout the South African war and the Great War with the rank of Lieut.-Colonel. He did fine work on Gallipoli in caring for the wounded, and will be remembered by many. General Richardson, during his visit to Nelson some time ago, referred to Dr. Pearless as "that grand old veteran." Deceased in his early days took a keen interest in the volunteer movement, and was also a prominent figure in sporting circles. [631, 712, 779, 1114]
tide-cell: Tues. [356, 895, 373, 905]
suisted-body: F.I.A.N.Z.—A.P.A. (N.Z.) PUBLIC ACCOUNTANT AND AUDITOR, 142 High Street, Hawera. Agent: The Victoria Insurance Co., Ltd. Established 1849. [169, 1069, 311, 1106]
fairyland-sub-2: ACTIVITIES IN THE TOWN. [961, 69, 1070, 79]
church-title: CHRISTMAS SERVICES. [342, 1140, 448, 1151]
yorkshire-funds: (Funds Exceed £9,000,000) [353, 162, 437, 172]
